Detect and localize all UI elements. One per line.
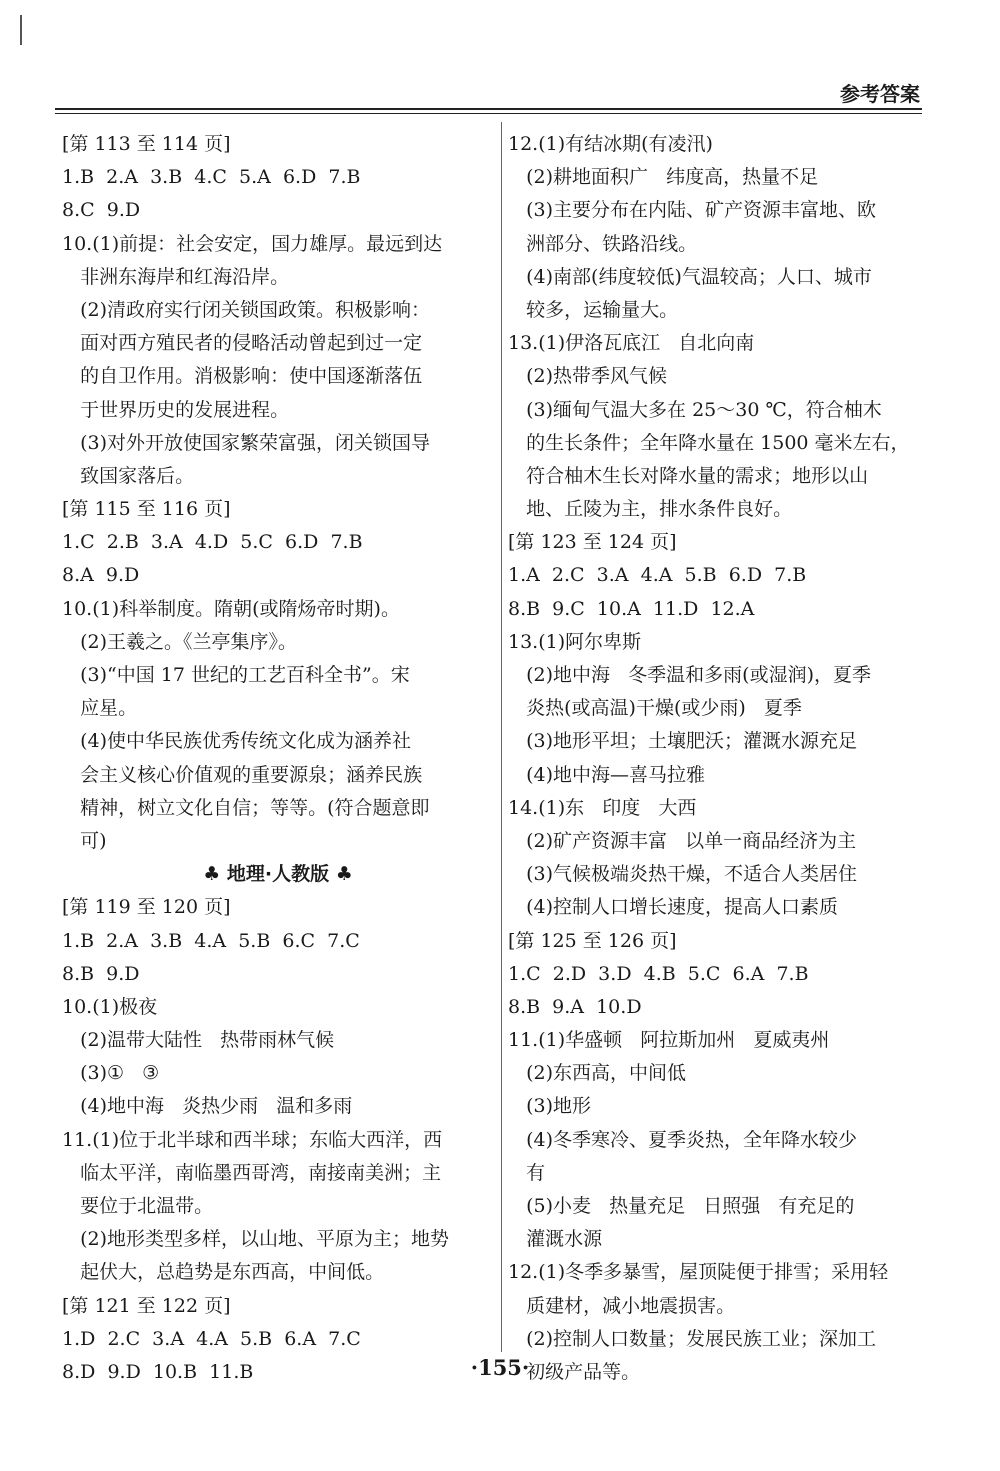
answer-line: 临太平洋，南临墨西哥湾，南接南美洲；主	[62, 1161, 442, 1184]
answer-line: 地、丘陵为主，排水条件良好。	[508, 498, 793, 521]
answer-line: 11.(1)位于北半球和西半球；东临大西洋，西	[62, 1128, 443, 1151]
page-number: ·155·	[470, 1355, 530, 1380]
answer-line: 8.D 9.D 10.B 11.B	[62, 1360, 254, 1383]
answer-line: 精神，树立文化自信；等等。(符合题意即	[62, 796, 430, 819]
answer-line: 1.B 2.A 3.B 4.C 5.A 6.D 7.B	[62, 166, 361, 189]
answer-line: (2)地中海 冬季温和多雨(或湿润)，夏季	[508, 664, 871, 686]
answer-line: 质建材，减小地震损害。	[508, 1294, 736, 1317]
answer-line: 非洲东海岸和红海沿岸。	[62, 265, 290, 288]
answer-line: 10.(1)前提：社会安定，国力雄厚。最远到达	[62, 232, 443, 255]
answer-line: 8.B 9.C 10.A 11.D 12.A	[508, 597, 755, 620]
answer-line: 的生长条件；全年降水量在 1500 毫米左右，	[508, 431, 910, 454]
section-heading: ♣ 地理·人教版 ♣	[203, 863, 353, 886]
answer-line: 1.B 2.A 3.B 4.A 5.B 6.C 7.C	[62, 929, 360, 952]
column-divider	[501, 122, 502, 1352]
answer-line: (4)控制人口增长速度，提高人口素质	[508, 896, 839, 919]
answer-line: (4)地中海—喜马拉雅	[508, 763, 706, 786]
answer-line: 面对西方殖民者的侵略活动曾起到过一定	[62, 332, 423, 355]
answer-line: 要位于北温带。	[62, 1195, 214, 1217]
answer-line: 13.(1)伊洛瓦底江 自北向南	[508, 332, 755, 355]
answer-line: 起伏大，总趋势是东西高，中间低。	[62, 1261, 385, 1284]
answer-line: 10.(1)极夜	[62, 995, 158, 1018]
answer-line: (2)热带季风气候	[508, 365, 668, 388]
answer-line: (3)地形平坦；土壤肥沃；灌溉水源充足	[508, 730, 858, 753]
answer-line: 11.(1)华盛顿 阿拉斯加州 夏威夷州	[508, 1029, 830, 1052]
answer-line: (3)地形	[508, 1095, 592, 1118]
answer-line: 12.(1)冬季多暴雪，屋顶陡便于排雪；采用轻	[508, 1261, 889, 1284]
answer-line: [第 119 至 120 页]	[62, 896, 231, 919]
answer-line: (2)控制人口数量；发展民族工业；深加工	[508, 1327, 877, 1350]
page-header-title: 参考答案	[840, 82, 920, 106]
answer-line: (2)王羲之。《兰亭集序》。	[62, 630, 298, 653]
answer-line: (4)南部(纬度较低)气温较高；人口、城市	[508, 265, 872, 288]
answer-line: [第 115 至 116 页]	[62, 498, 231, 521]
answer-line: 炎热(或高温)干燥(或少雨) 夏季	[508, 697, 802, 720]
answer-line: [第 123 至 124 页]	[508, 531, 677, 554]
answer-line: [第 121 至 122 页]	[62, 1294, 231, 1317]
answer-line: 1.C 2.B 3.A 4.D 5.C 6.D 7.B	[62, 531, 363, 554]
header-rule-thin	[55, 113, 922, 114]
answer-line: (5)小麦 热量充足 日照强 有充足的	[508, 1195, 855, 1217]
answer-line: 1.A 2.C 3.A 4.A 5.B 6.D 7.B	[508, 564, 807, 587]
answer-line: (2)矿产资源丰富 以单一商品经济为主	[508, 829, 857, 852]
answer-line: 初级产品等。	[508, 1360, 641, 1383]
answer-line: (2)清政府实行闭关锁国政策。积极影响：	[62, 298, 431, 321]
answer-line: 8.A 9.D	[62, 564, 140, 587]
answer-line: [第 125 至 126 页]	[508, 929, 677, 952]
answer-line: (3)① ③	[62, 1062, 160, 1085]
right-column	[508, 128, 928, 1389]
answer-line: (4)地中海 炎热少雨 温和多雨	[62, 1095, 353, 1118]
answer-line: (3)“中国 17 世纪的工艺百科全书”。宋	[62, 664, 410, 686]
answer-line: (3)对外开放使国家繁荣富强，闭关锁国导	[62, 431, 431, 454]
answer-line: (3)气候极端炎热干燥，不适合人类居住	[508, 863, 858, 886]
answer-line: [第 113 至 114 页]	[62, 133, 231, 155]
answer-line: 1.C 2.D 3.D 4.B 5.C 6.A 7.B	[508, 962, 809, 985]
answer-line: 12.(1)有结冰期(有凌汛)	[508, 133, 713, 155]
answer-line: (2)温带大陆性 热带雨林气候	[62, 1029, 335, 1052]
scan-mark	[20, 15, 22, 45]
answer-line: (4)冬季寒冷、夏季炎热，全年降水较少	[508, 1128, 858, 1151]
header-rule	[55, 108, 922, 110]
answer-line: (2)东西高，中间低	[508, 1062, 687, 1085]
answer-line: (3)缅甸气温大多在 25～30 ℃，符合柚木	[508, 398, 882, 421]
answer-line: 10.(1)科举制度。隋朝(或隋炀帝时期)。	[62, 597, 400, 620]
answer-line: 1.D 2.C 3.A 4.A 5.B 6.A 7.C	[62, 1327, 361, 1350]
answer-line: 较多，运输量大。	[508, 298, 679, 321]
answer-line: (4)使中华民族优秀传统文化成为涵养社	[62, 730, 412, 753]
answer-line: 应星。	[62, 697, 138, 720]
answer-line: 8.B 9.D	[62, 962, 140, 985]
answer-line: 符合柚木生长对降水量的需求；地形以山	[508, 464, 869, 487]
answer-line: 洲部分、铁路沿线。	[508, 232, 698, 255]
answer-line: 13.(1)阿尔卑斯	[508, 630, 642, 653]
answer-line: (2)地形类型多样，以山地、平原为主；地势	[62, 1228, 450, 1251]
answer-line: 于世界历史的发展进程。	[62, 398, 290, 421]
left-column	[62, 128, 494, 1389]
answer-line: 8.B 9.A 10.D	[508, 995, 642, 1018]
answer-line: (3)主要分布在内陆、矿产资源丰富地、欧	[508, 199, 877, 222]
answer-line: 致国家落后。	[62, 464, 195, 487]
answer-line: 的自卫作用。消极影响：使中国逐渐落伍	[62, 365, 423, 388]
answer-line: 灌溉水源	[508, 1228, 603, 1251]
answer-line: 可)	[62, 829, 107, 852]
answer-line: 会主义核心价值观的重要源泉；涵养民族	[62, 763, 423, 786]
answer-line: 14.(1)东 印度 大西	[508, 796, 697, 819]
answer-line: 有	[508, 1161, 546, 1184]
answer-line: (2)耕地面积广 纬度高，热量不足	[508, 166, 819, 189]
answer-line: 8.C 9.D	[62, 199, 141, 222]
